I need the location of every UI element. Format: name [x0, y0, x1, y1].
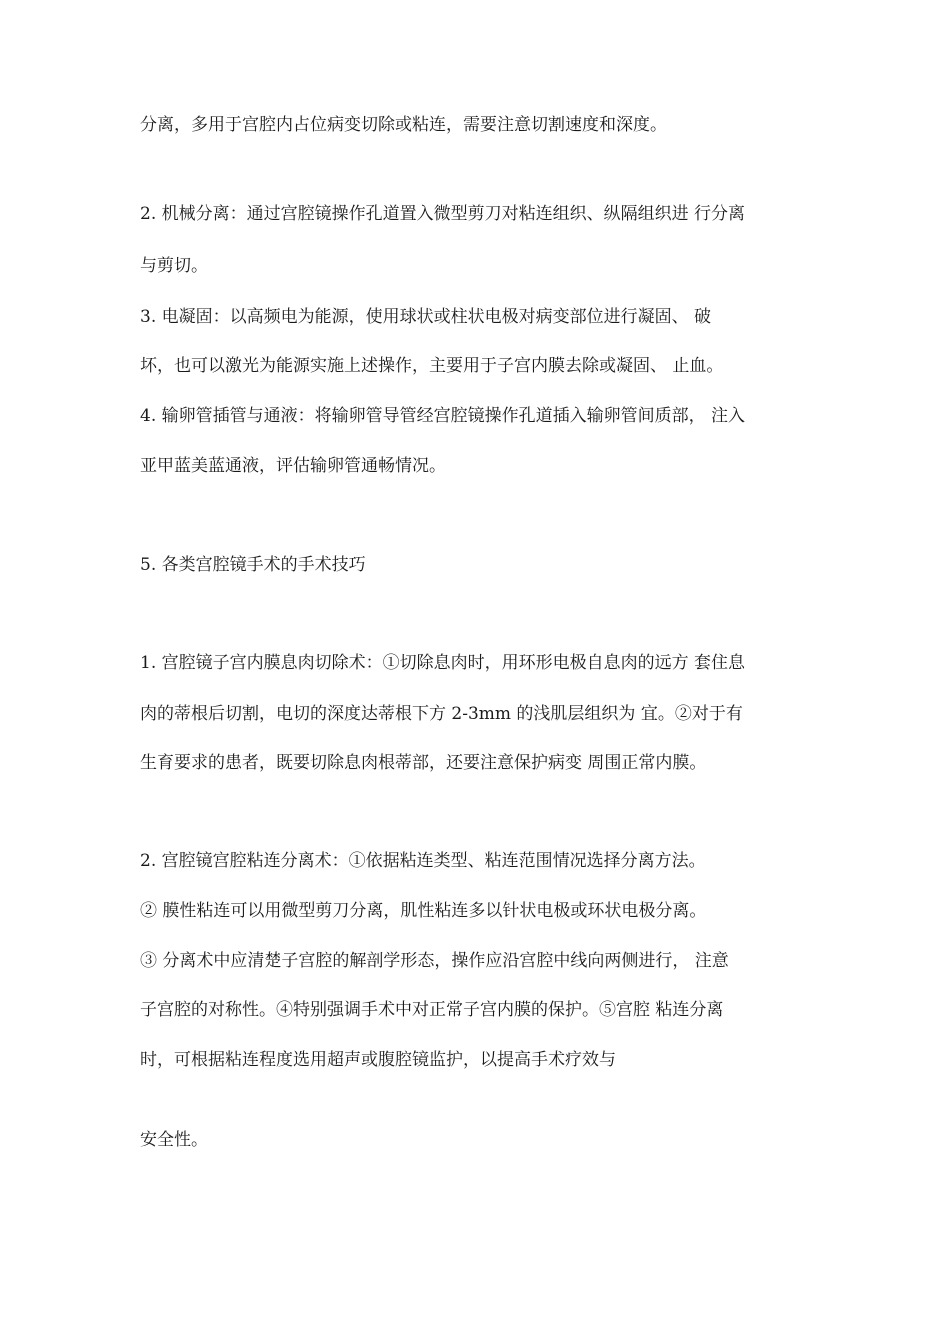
paragraph-line: 安全性。 [140, 1130, 208, 1150]
paragraph-line: 生育要求的患者，既要切除息肉根蒂部，还要注意保护病变 周围正常内膜。 [140, 753, 707, 773]
paragraph-line: 2. 机械分离：通过宫腔镜操作孔道置入微型剪刀对粘连组织、纵隔组织进 行分离 [140, 204, 746, 224]
paragraph-line: 肉的蒂根后切割，电切的深度达蒂根下方 2-3mm 的浅肌层组织为 宜。②对于有 [140, 704, 743, 724]
paragraph-line: 3. 电凝固：以高频电为能源，使用球状或柱状电极对病变部位进行凝固、 破 [140, 307, 712, 327]
paragraph-line: 时，可根据粘连程度选用超声或腹腔镜监护，以提高手术疗效与 [140, 1050, 616, 1070]
paragraph-line: 与剪切。 [140, 256, 208, 276]
paragraph-line: 子宫腔的对称性。④特别强调手术中对正常子宫内膜的保护。⑤宫腔 粘连分离 [140, 1000, 724, 1020]
paragraph-line: 2. 宫腔镜宫腔粘连分离术：①依据粘连类型、粘连范围情况选择分离方法。 [140, 851, 706, 871]
paragraph-line: 4. 输卵管插管与通液：将输卵管导管经宫腔镜操作孔道插入输卵管间质部， 注入 [140, 406, 746, 426]
paragraph-line: 1. 宫腔镜子宫内膜息肉切除术：①切除息肉时，用环形电极自息肉的远方 套住息 [140, 653, 746, 673]
paragraph-line: ③ 分离术中应清楚子宫腔的解剖学形态，操作应沿宫腔中线向两侧进行， 注意 [140, 951, 729, 971]
paragraph-line: ② 膜性粘连可以用微型剪刀分离，肌性粘连多以针状电极或环状电极分离。 [140, 901, 707, 921]
section-heading: 5. 各类宫腔镜手术的手术技巧 [140, 555, 366, 575]
paragraph-line: 坏，也可以激光为能源实施上述操作，主要用于子宫内膜去除或凝固、 止血。 [140, 356, 724, 376]
paragraph-line: 分离，多用于宫腔内占位病变切除或粘连，需要注意切割速度和深度。 [140, 115, 667, 135]
paragraph-line: 亚甲蓝美蓝通液，评估输卵管通畅情况。 [140, 456, 446, 476]
